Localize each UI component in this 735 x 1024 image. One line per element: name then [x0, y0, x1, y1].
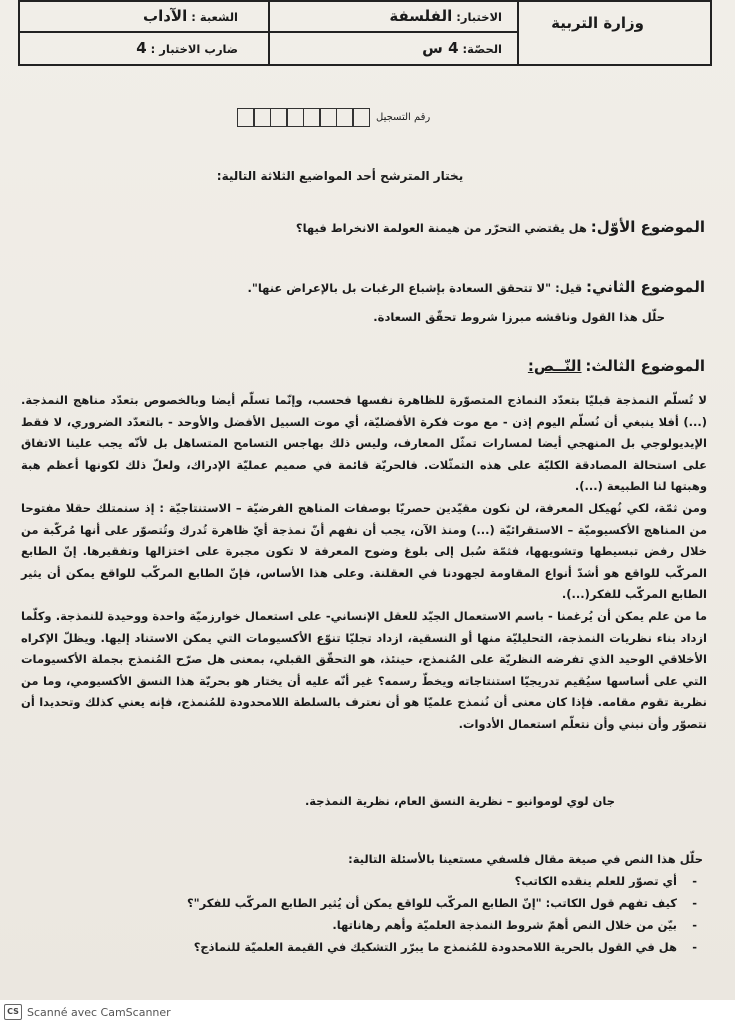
- camscanner-logo-icon: CS: [4, 1004, 22, 1020]
- ministry-label: وزارة التربية: [551, 14, 644, 32]
- branch-field: [143, 7, 238, 25]
- registration-box[interactable]: [253, 108, 271, 127]
- question-item: - بيّن من خلال النص أهمّ شروط النمذجة العلميّة وأهم رهاناتها.: [107, 914, 707, 936]
- topic-3: [528, 357, 705, 375]
- passage-author: جان لوي لوموانيو – نظرية النسق العام، نظرية النمذجة.: [304, 794, 615, 808]
- topic-2-question: قيل: "لا تتحقق السعادة بإشباع الرغبات بل بالإعراض عنها".: [247, 281, 583, 295]
- registration-box[interactable]: [319, 108, 337, 127]
- passage-paragraph-3: ما من علم يمكن أن يُرغمنا - باسم الاستعمال الجيّد للعقل الإنساني- على استعمال خوارزميّة واحدة ووحيدة للنمذجة. وكلّما ازداد بناء نظريات النمذجة، التحليليّة منها أو النسقية، ازداد تجليّا تنوّع الأكسيومات التي يمكن الاستناد إليها. ويظلّ الإكراه الأخلاقي الوحيد الذي تفرضه النظريّة على المُنمذج، حينئذ، هو التحقّق القبلي، بمعنى هل صرّح المُنمذج بجملة الأكسيومات التي على أساسها سيُقيم تدريجيّا استنتاجاته ويخطّ رسمه؟ غير أنّه عليه أن يختار هو بحريّة هذا النسق الأكسيومي، وما من نظرية تقوم مقامه. فإذا كان معنى أن نُنمذج علميّا هو أن نعترف بالسلطة اللامحدودة للمُنمذج، فإنه يعني كذلك وتحديدا أن نتصوّر وأن نبني وأن نتعلّم استعمال الأدوات.: [21, 608, 707, 731]
- passage-paragraph-1: لا تُسلّم النمذجة قبليّا بتعدّد النماذج المتصوّرة للظاهرة نفسها فحسب، وإنّما تسلّم أيضا وبالخصوص بتعدّد مناهج النمذجة. (...) أفلا ينبغي أن نُسلّم اليوم إذن - مع موت فكرة الأفضليّة، أي موت السبيل الأفضل والأوحد - بالتعدّد الضروري، لا فقط الإيديولوجي بل المنهجي أيضا لمسارات تمثّل المعارف، وليس ذلك بهاجس التسامح المتساهل بل لأنّه يجب علينا الاتفاق على استحالة المصادقة الكليّة على هذه التمثّلات. فالحريّة قائمة في صميم عمليّة الإدراك، ولعلّ ذلك لكونها أعظم هبة وهبتها لنا الطبيعة (...).: [21, 393, 707, 494]
- topic-3-label: الموضوع الثالث:: [585, 357, 705, 375]
- passage: [21, 390, 707, 736]
- registration-number: [238, 108, 430, 127]
- session-value: 4 س: [422, 39, 459, 57]
- exam-value: الفلسفة: [389, 7, 453, 25]
- passage-paragraph-2: ومن ثمّة، لكي نُهيكل المعرفة، لن نكون مقيّدين حصريّا بوصفات المناهج الفرضيّة – الاستنتاجيّة : إذ سنمتلك حقلا مفتوحا من المناهج الأكسيوميّة – الاستقرائيّة (...) ومنذ الآن، يجب أن نفهم أنّ نمذجة أيّ ظاهرة تُدرك وتُتصوّر على أنها مُركّبة من خلال رفض تبسيطها وتشويهها، فثمّة سُبل إلى بلوغ وضوح المعرفة لا تكون مجبرة على اختزالها وتفقيرها. إنّ الطابع المركّب للواقع هو أشدّ أنواع المقاومة لجهودنا في العقلنة. وعلى هذا الأساس، فإنّ الطابع المركّب للواقع يمكن أن يثير الطابع المركّب للفكر(...).: [21, 500, 707, 602]
- topic-1-label: الموضوع الأوّل:: [590, 218, 705, 236]
- branch-label: الشعبة :: [191, 10, 238, 24]
- scanner-footer: [0, 1000, 735, 1024]
- registration-box[interactable]: [303, 108, 321, 127]
- registration-boxes[interactable]: [238, 108, 370, 127]
- coefficient-label: ضارب الاختبار :: [150, 42, 238, 56]
- exam-field: [389, 7, 502, 25]
- guiding-questions: [107, 870, 707, 958]
- topic-2-label: الموضوع الثاني:: [586, 278, 705, 296]
- header-table: [18, 0, 712, 66]
- session-label: الحصّة:: [462, 42, 502, 56]
- registration-box[interactable]: [270, 108, 288, 127]
- registration-box[interactable]: [286, 108, 304, 127]
- topic-2: [247, 278, 705, 296]
- text-label: النّــص:: [527, 357, 582, 375]
- session-field: [422, 39, 502, 57]
- exam-label: الاختبار:: [456, 10, 502, 24]
- analysis-task: حلّل هذا النص في صيغة مقال فلسفي مستعينا بالأسئلة التالية:: [348, 852, 703, 866]
- registration-box[interactable]: [352, 108, 370, 127]
- scanner-label: Scanné avec CamScanner: [27, 1005, 171, 1019]
- instructions: يختار المترشح أحد المواضيع الثلاثة التالية:: [216, 169, 464, 183]
- branch-value: الآداب: [143, 7, 188, 25]
- question-item: - أي تصوّر للعلم ينقده الكاتب؟: [107, 870, 707, 892]
- coefficient-field: [136, 39, 238, 57]
- question-item: - هل في القول بالحرية اللامحدودة للمُنمذج ما يبرّر التشكيك في القيمة العلميّة للنماذج؟: [107, 936, 707, 958]
- coefficient-value: 4: [136, 39, 147, 57]
- topic-1-question: هل يقتضي التحرّر من هيمنة العولمة الانخراط فيها؟: [295, 221, 587, 235]
- topic-1: [296, 218, 705, 236]
- registration-label: رقم التسجيل: [376, 112, 431, 123]
- registration-box[interactable]: [237, 108, 255, 127]
- registration-box[interactable]: [336, 108, 354, 127]
- question-item: - كيف تفهم قول الكاتب: "إنّ الطابع المركّب للواقع يمكن أن يُثير الطابع المركّب للفكر"؟: [107, 892, 707, 914]
- topic-2-instruction: حلّل هذا القول وناقشه مبرزا شروط تحقّق السعادة.: [373, 310, 665, 324]
